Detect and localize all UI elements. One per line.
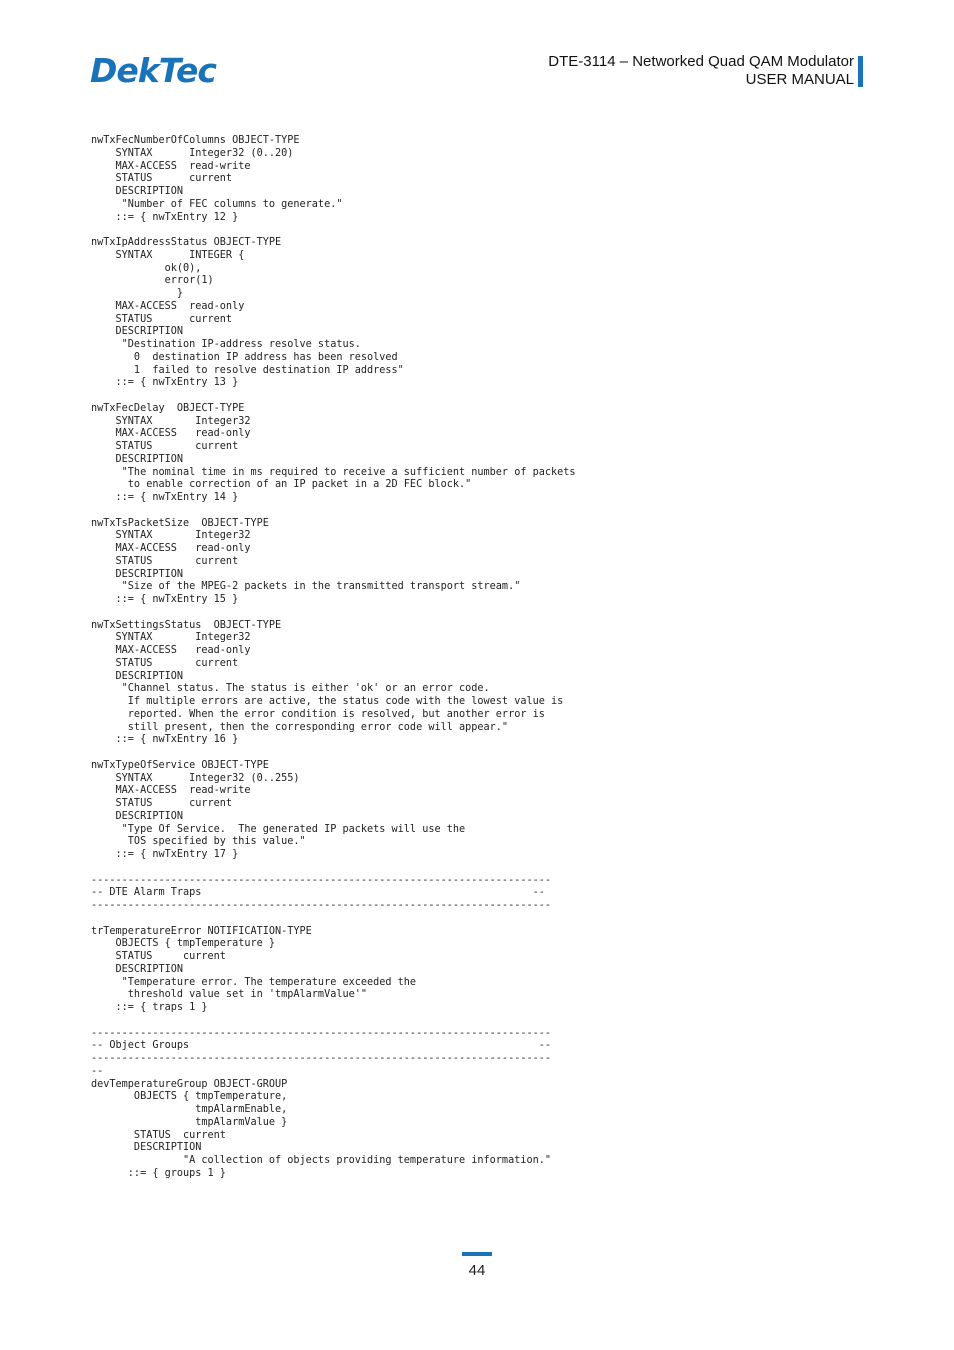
document-subtitle: USER MANUAL (745, 71, 854, 88)
mib-code-listing: nwTxFecNumberOfColumns OBJECT-TYPE SYNTAX Integer32 (0..20) MAX-ACCESS read-write STATUS current DESCRIPTION "Number of FEC columns to generate." ::= { nwTxEntry 12 } nwTxIpAddressStatus OBJECT-TYPE SYNTAX INTEGER { ok(0), error(1) } MAX-ACCESS read-only STATUS current DESCRIPTION "Destination IP-address resolve status. 0 destination IP address has been resolved 1 failed to resolve destination IP address" ::= { nwTxEntry 13 } nwTxFecDelay OBJECT-TYPE SYNTAX Integer32 MAX-ACCESS read-only STATUS current DESCRIPTION "The nominal time in ms required to receive a sufficient number of packets to enable correction of an IP packet in a 2D FEC block." ::= { nwTxEntry 14 } nwTxTsPacketSize OBJECT-TYPE SYNTAX Integer32 MAX-ACCESS read-only STATUS current DESCRIPTION "Size of the MPEG-2 packets in the transmitted transport stream." ::= { nwTxEntry 15 } nwTxSettingsStatus OBJECT-TYPE SYNTAX Integer32 MAX-ACCESS read-only STATUS current DESCRIPTION "Channel status. The status is either 'ok' or an error code. If multiple errors are active, the status code with the lowest value is reported. When the error condition is resolved, but another error is still present, then the corresponding error code will appear." ::= { nwTxEntry 16 } nwTxTypeOfService OBJECT-TYPE SYNTAX Integer32 (0..255) MAX-ACCESS read-write STATUS current DESCRIPTION "Type Of Service. The generated IP packets will use the TOS specified by this value." ::= { nwTxEntry 17 } --------------------------------------------------------------------------- -- DTE Alarm Traps -- --------------------------------------------------------------------------- trTemperatureError NOTIFICATION-TYPE OBJECTS { tmpTemperature } STATUS current DESCRIPTION "Temperature error. The temperature exceeded the threshold value set in 'tmpAlarmValue'" ::= { traps 1 } --------------------------------------------------------------------------- -- Object Groups -- --------------------------------------------------------------------------- -- devTemperatureGroup OBJECT-GROUP OBJECTS { tmpTemperature, tmpAlarmEnable, tmpAlarmValue } STATUS current DESCRIPTION "A collection of objects providing temperature information." ::= { groups 1 } (91, 135, 576, 1179)
page-number-accent-bar (462, 1252, 492, 1256)
document-title: DTE-3114 – Networked Quad QAM Modulator (548, 53, 854, 70)
logo-text: DekTec (90, 52, 216, 88)
header-accent-bar (858, 56, 863, 87)
dektec-logo (90, 52, 220, 88)
page-number: 44 (468, 1262, 486, 1279)
document-header (548, 53, 854, 89)
